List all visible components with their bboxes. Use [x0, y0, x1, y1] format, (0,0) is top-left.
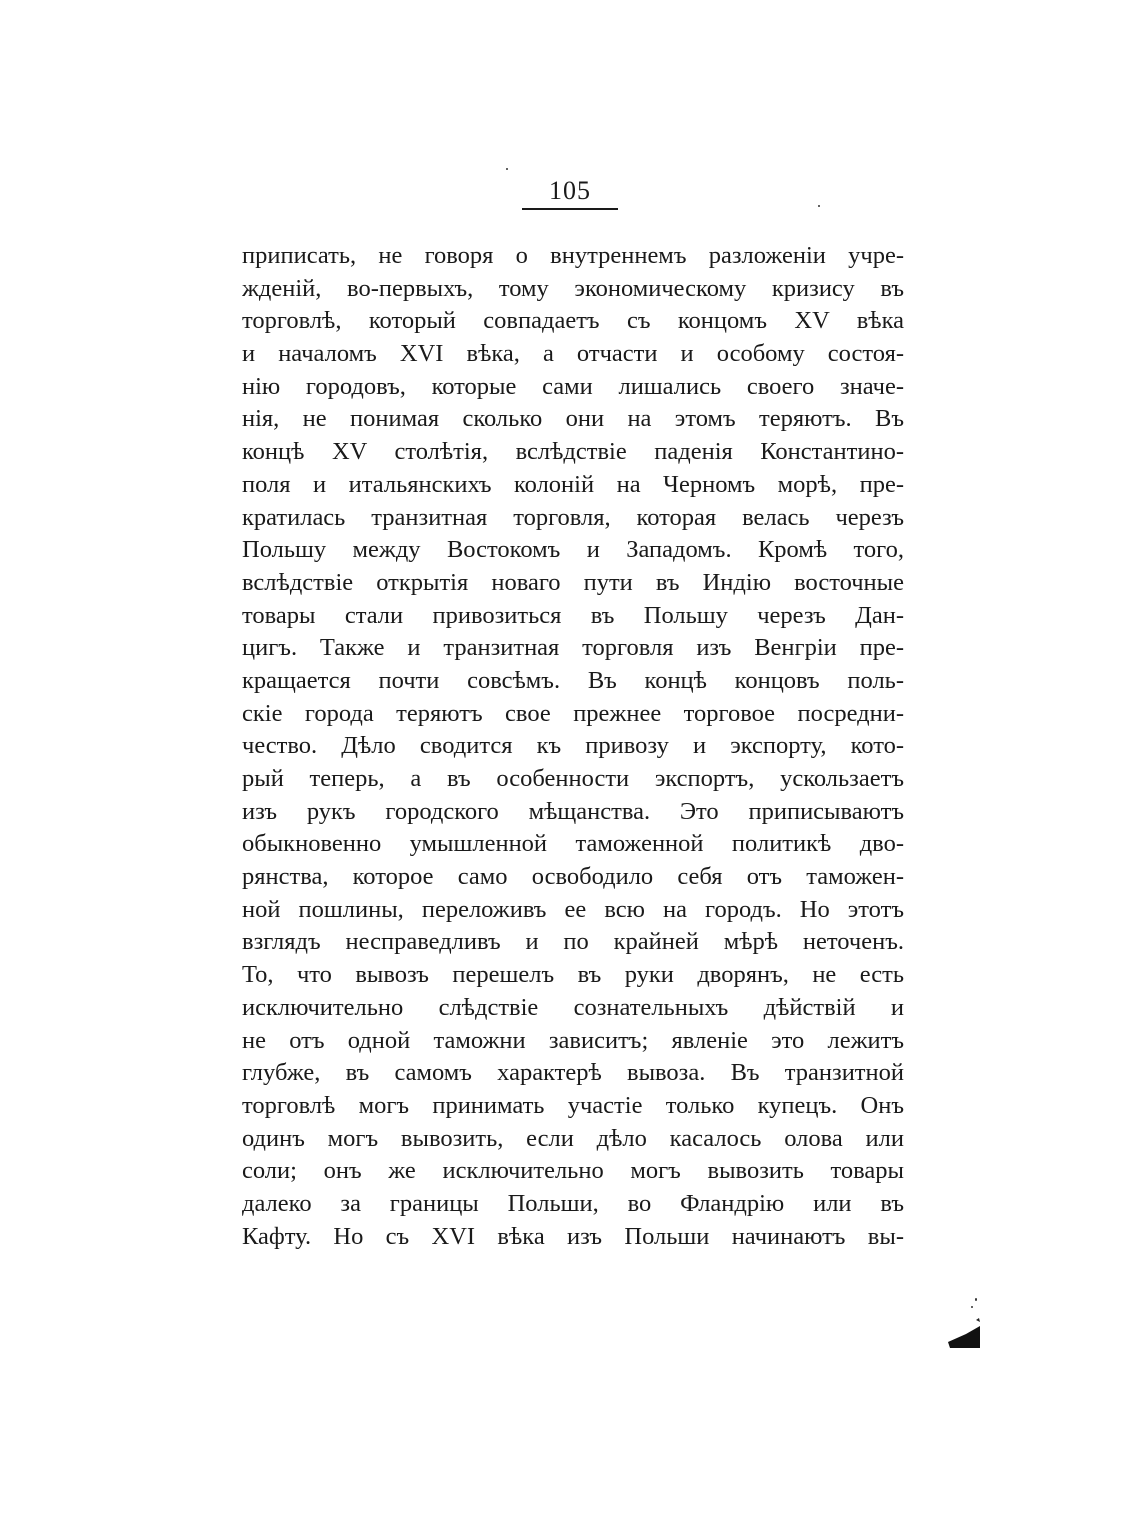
text-line: рый теперь, а въ особенности экспортъ, ускользаетъ: [242, 765, 904, 792]
text-line: товары стали привозиться въ Польшу черезъ Дан-: [242, 601, 904, 629]
text-line: одинъ могъ вывозить, если дѣло касалось олова или: [242, 1124, 904, 1152]
text-line: не отъ одной таможни зависитъ; явленіе это лежитъ: [242, 1026, 904, 1054]
scan-corner-mark: [946, 1312, 982, 1350]
text-line: нія, не понимая сколько они на этомъ теряютъ. Въ: [242, 405, 904, 433]
scan-speck: [975, 1298, 977, 1301]
text-line: кратилась транзитная торговля, которая велась черезъ: [242, 503, 904, 531]
page-number-rule: [522, 208, 618, 210]
scan-speck: [506, 168, 508, 170]
text-line: скіе города теряютъ свое прежнее торговое посредни-: [242, 699, 904, 727]
text-line: исключительно слѣдствіе сознательныхъ дѣйствій и: [242, 993, 904, 1021]
text-line: далеко за границы Польши, во Фландрію или въ: [242, 1189, 904, 1217]
text-line: и началомъ XVI вѣка, а отчасти и особому состоя-: [242, 340, 904, 368]
page-number: 105: [549, 176, 591, 205]
text-line: торговлѣ, который совпадаетъ съ концомъ XV вѣка: [242, 307, 904, 335]
text-line: кращается почти совсѣмъ. Въ концѣ концовъ поль-: [242, 666, 904, 694]
text-line: нію городовъ, которые сами лишались своего значе-: [242, 372, 904, 400]
scan-speck: [971, 1306, 973, 1308]
text-line: соли; онъ же исключительно могъ вывозить товары: [242, 1157, 904, 1185]
text-line: концѣ XV столѣтія, вслѣдствіе паденія Константино-: [242, 438, 904, 466]
text-line: То, что вывозъ перешелъ въ руки дворянъ, не есть: [242, 961, 904, 989]
scan-speck: [818, 205, 820, 207]
text-line: рянства, которое само освободило себя отъ таможен-: [242, 863, 904, 891]
text-line: обыкновенно умышленной таможенной политикѣ дво-: [242, 830, 904, 858]
text-line: глубже, въ самомъ характерѣ вывоза. Въ транзитной: [242, 1059, 904, 1087]
text-line: Кафту. Но съ XVI вѣка изъ Польши начинаютъ вы-: [242, 1222, 904, 1250]
text-line: изъ рукъ городского мѣщанства. Это приписываютъ: [242, 797, 904, 825]
text-line: приписать, не говоря о внутреннемъ разложеніи учре-: [242, 242, 904, 269]
text-line: жденій, во-первыхъ, тому экономическому кризису въ: [242, 274, 904, 302]
text-line: поля и итальянскихъ колоній на Черномъ морѣ, пре-: [242, 470, 904, 498]
text-line: взглядъ несправедливъ и по крайней мѣрѣ неточенъ.: [242, 928, 904, 956]
text-line: чество. Дѣло сводится къ привозу и экспорту, кото-: [242, 732, 904, 760]
body-text: [242, 240, 904, 1253]
text-line: цигъ. Также и транзитная торговля изъ Венгріи пре-: [242, 634, 904, 662]
text-line: торговлѣ могъ принимать участіе только купецъ. Онъ: [242, 1091, 904, 1119]
text-line: Польшу между Востокомъ и Западомъ. Кромѣ того,: [242, 536, 904, 564]
text-line: ной пошлины, переложивъ ее всю на городъ. Но этотъ: [242, 895, 904, 923]
text-line: вслѣдствіе открытія новаго пути въ Индію восточные: [242, 568, 904, 596]
